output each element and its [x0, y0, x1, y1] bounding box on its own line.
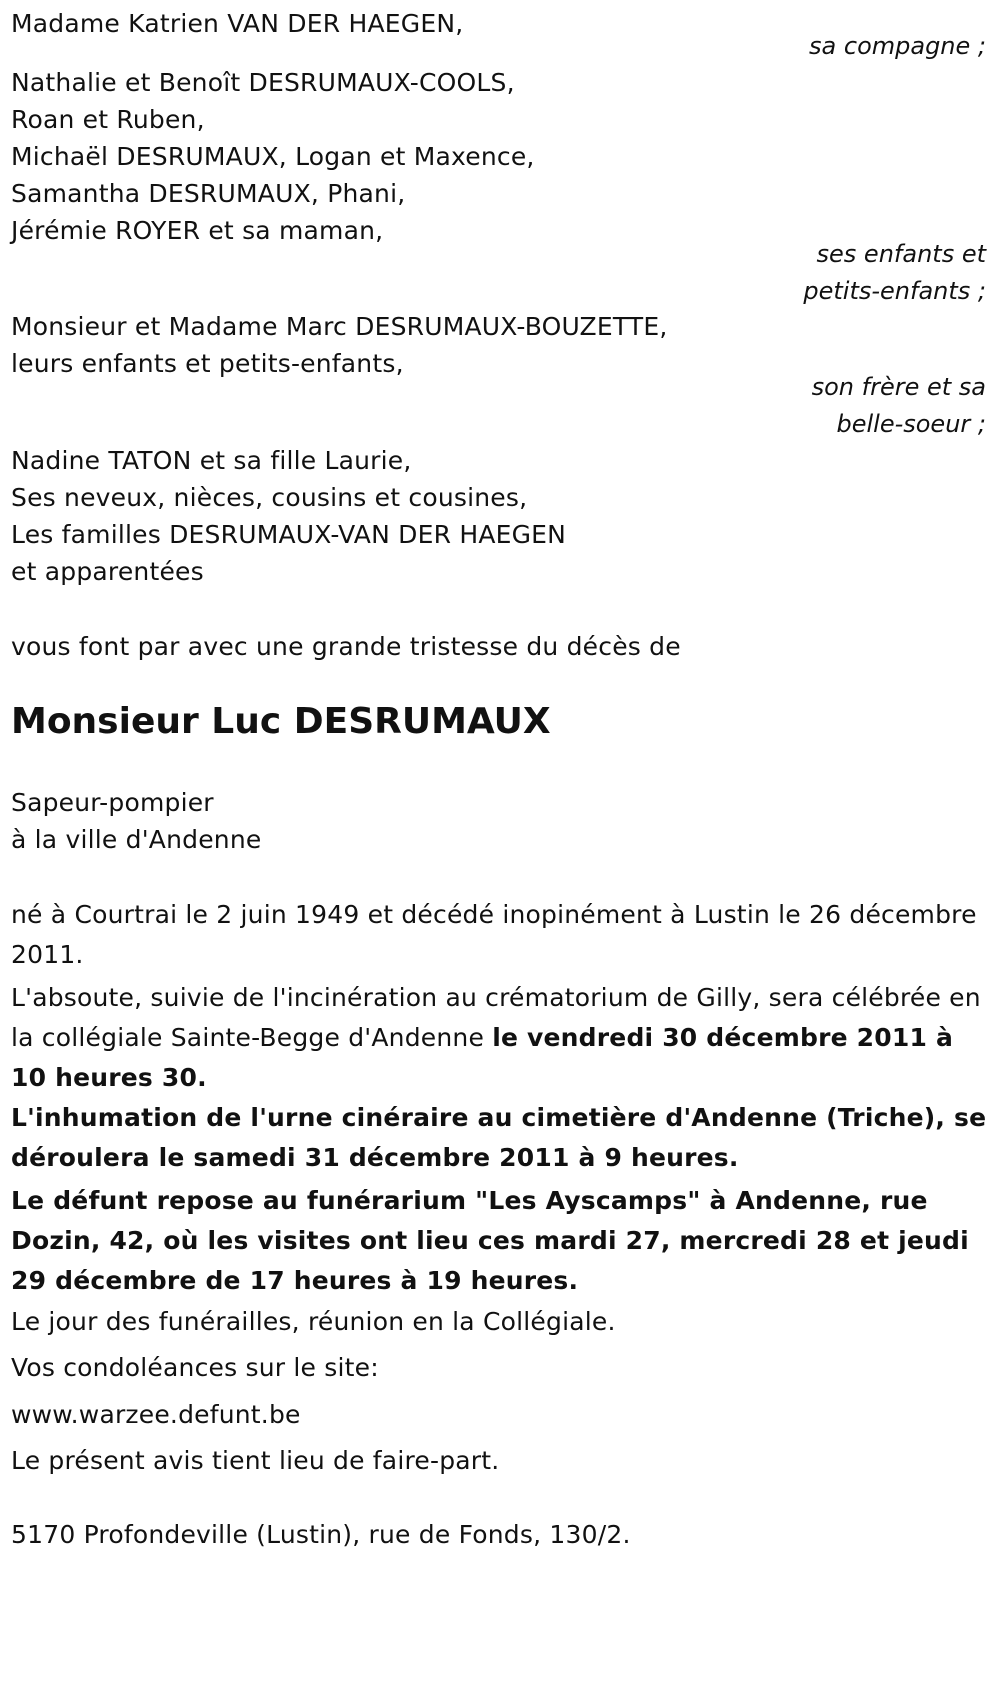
- funerarium-text: Le défunt repose au funérarium "Les Ayscamps" à Andenne, rue Dozin, 42, où les visites ont lieu ces mardi 27, mercredi 28 et jeudi 29 décembre de 17 heures à 19 heures.: [11, 1186, 969, 1295]
- ceremony-paragraph: [11, 978, 991, 1098]
- children-line-2: Roan et Ruben,: [11, 105, 205, 134]
- brother-role-line-1: son frère et sa: [811, 373, 986, 401]
- ceremony-intro: L'absoute, suivie de l'incinération au crématorium de Gilly, sera célébrée en la collégiale Sainte-Begge d'Andenne: [11, 983, 981, 1052]
- children-line-1: Nathalie et Benoît DESRUMAUX-COOLS,: [11, 68, 515, 97]
- reunion-text: Le jour des funérailles, réunion en la Collégiale.: [11, 1307, 616, 1336]
- announcement: vous font par avec une grande tristesse du décès de: [11, 632, 681, 661]
- website-link[interactable]: www.warzee.defunt.be: [11, 1400, 301, 1429]
- ceremony-date: le vendredi 30 décembre 2011 à 10 heures 30.: [11, 1023, 954, 1092]
- job-line-2: à la ville d'Andenne: [11, 825, 262, 854]
- brother-role-line-2: belle-soeur ;: [836, 410, 986, 438]
- others-line-4: et apparentées: [11, 557, 204, 586]
- address-text: 5170 Profondeville (Lustin), rue de Fonds, 130/2.: [11, 1520, 631, 1549]
- inhumation-text: L'inhumation de l'urne cinéraire au cimetière d'Andenne (Triche), se déroulera le samedi 31 décembre 2011 à 9 heures.: [11, 1103, 987, 1172]
- children-line-4: Samantha DESRUMAUX, Phani,: [11, 179, 406, 208]
- children-role-line-1: ses enfants et: [816, 240, 986, 268]
- birth-death-text: né à Courtrai le 2 juin 1949 et décédé inopinément à Lustin le 26 décembre 2011.: [11, 900, 977, 969]
- companion-name: Madame Katrien VAN DER HAEGEN,: [11, 9, 464, 38]
- condolences-text: Vos condoléances sur le site:: [11, 1353, 379, 1382]
- others-line-3: Les familles DESRUMAUX-VAN DER HAEGEN: [11, 520, 567, 549]
- others-line-1: Nadine TATON et sa fille Laurie,: [11, 446, 412, 475]
- others-line-2: Ses neveux, nièces, cousins et cousines,: [11, 483, 528, 512]
- children-line-5: Jérémie ROYER et sa maman,: [11, 216, 384, 245]
- deceased-name: Monsieur Luc DESRUMAUX: [11, 701, 551, 742]
- notice-text: Le présent avis tient lieu de faire-part.: [11, 1446, 500, 1475]
- brother-line-2: leurs enfants et petits-enfants,: [11, 349, 404, 378]
- companion-role: sa compagne ;: [809, 32, 986, 60]
- brother-line-1: Monsieur et Madame Marc DESRUMAUX-BOUZETTE,: [11, 312, 668, 341]
- children-line-3: Michaël DESRUMAUX, Logan et Maxence,: [11, 142, 535, 171]
- job-line-1: Sapeur-pompier: [11, 788, 214, 817]
- children-role-line-2: petits-enfants ;: [803, 277, 986, 305]
